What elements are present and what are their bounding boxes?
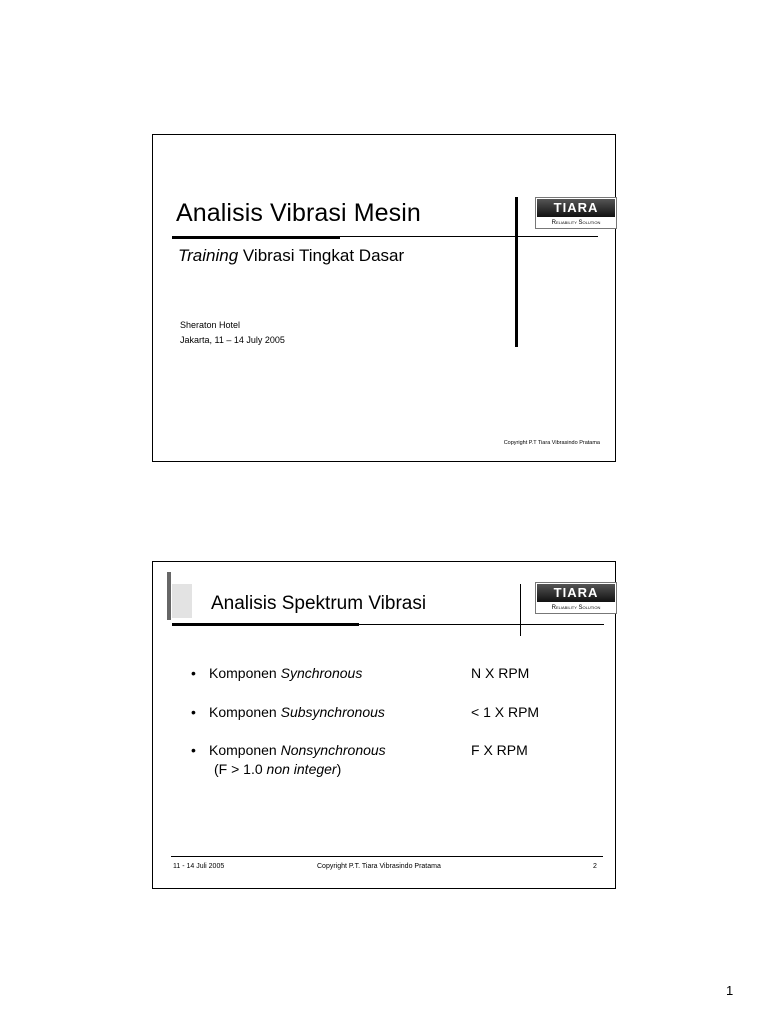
item-term: Nonsynchronous (280, 742, 386, 758)
item-prefix: Komponen (209, 665, 281, 681)
slide-title: Analisis Spektrum Vibrasi (211, 593, 427, 614)
list-item (191, 742, 386, 758)
tiara-logo (535, 582, 617, 614)
logo-tagline: Reliability Solution (551, 220, 601, 226)
list-item (191, 665, 362, 681)
bullet: • (191, 665, 196, 681)
title-decoration-light (172, 584, 192, 618)
logo-name: TIARA (537, 584, 615, 602)
title-rule-thin (359, 624, 604, 625)
venue-text: Sheraton Hotel (180, 320, 241, 330)
slide-title: Analisis Vibrasi Mesin (176, 199, 421, 227)
copyright-text: Copyright P.T Tiara Vibrasindo Pratama (503, 440, 600, 446)
bullet: • (191, 742, 196, 758)
item-rpm: < 1 X RPM (471, 704, 540, 720)
subtitle-italic: Training (178, 246, 239, 265)
title-decoration-dark (167, 572, 171, 620)
slide-subtitle (178, 246, 404, 266)
note-open: (F > 1.0 (214, 761, 267, 777)
footer-rule (171, 856, 603, 857)
logo-tagline: Reliability Solution (551, 605, 601, 611)
logo-name: TIARA (537, 199, 615, 217)
dates-text: Jakarta, 11 – 14 July 2005 (180, 335, 285, 345)
vertical-divider (515, 197, 518, 347)
footer-slide-number: 2 (593, 863, 597, 870)
item-term: Subsynchronous (280, 704, 385, 720)
item-rpm: F X RPM (471, 742, 528, 758)
list-item (191, 704, 385, 720)
note-close: ) (336, 761, 342, 777)
item-rpm: N X RPM (471, 665, 530, 681)
title-rule-thin (340, 236, 598, 237)
title-slide (152, 134, 616, 462)
item-note (214, 761, 341, 777)
tiara-logo (535, 197, 617, 229)
title-rule-thick (172, 236, 340, 239)
subtitle-rest: Vibrasi Tingkat Dasar (238, 246, 405, 265)
content-slide (152, 561, 616, 889)
page-number: 1 (726, 983, 734, 998)
footer-copyright: Copyright P.T. Tiara Vibrasindo Pratama (317, 863, 441, 870)
item-term: Synchronous (280, 665, 363, 681)
item-prefix: Komponen (209, 742, 281, 758)
footer-date: 11 - 14 Juli 2005 (173, 863, 225, 870)
bullet: • (191, 704, 196, 720)
item-prefix: Komponen (209, 704, 281, 720)
note-italic: non integer (266, 761, 337, 777)
title-rule-thick (172, 623, 359, 626)
vertical-divider (520, 584, 521, 636)
